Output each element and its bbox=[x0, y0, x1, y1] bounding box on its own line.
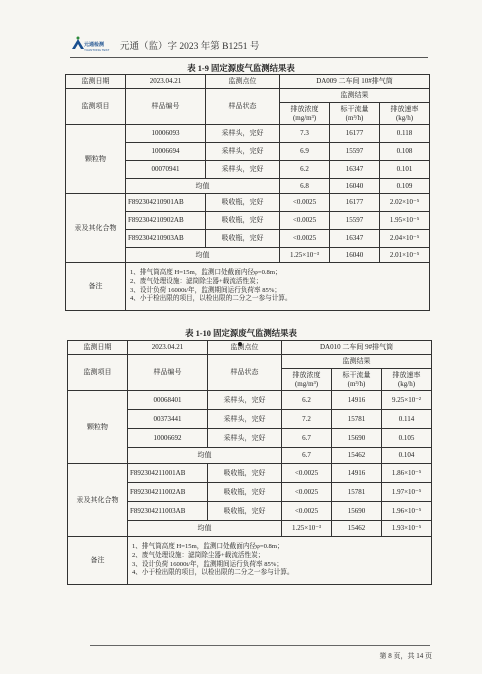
table2: 监测日期 2023.04.21 监测点位 DA010 二车间 9#排气筒 监测项目 样品编号 样品状态 监测结果 排放浓度 (mg/m³) 标干流量 (m³/h) 排放速率 (kg/h) 颗粒物 00068401 采样头，完好 6.2 14916 9.25×10⁻² 00373441 采样头，完好 7.2 15781 0.114 10006692 采样头，完好 6.7 15690 0.105 均值 6.7 15462 0.104 汞及其化合物 F892304211001AB 吸收瓶，完好 <0.0025 14916 1.86×10⁻⁵ F892304211002AB 吸收瓶，完好 <0.0025 15781 1.97×10⁻⁵ F892304211003AB 吸收瓶，完好 <0.0025 15690 1.96×10⁻⁵ 均值 1.25×10⁻³ 15462 1.93×10⁻⁵ 备注 1、排气筒高度 H=15m，监测口处截面内径φ=0.8m； 2、废气处理设施：滤筒除尘器+载流活性炭； 3、设计负荷 16000t/年，监测期间运行负荷率 85%； 4、小于检出限的项目，以检出限的二分之一参与计算。 bbox=[67, 340, 432, 585]
note-label: 备注 bbox=[66, 263, 126, 311]
table-row: F892304211002AB 吸收瓶，完好 <0.0025 15781 1.97×10⁻⁵ bbox=[68, 483, 432, 502]
logo-subtitle: YUANTONG TEST bbox=[84, 48, 110, 52]
header-divider bbox=[70, 57, 428, 58]
table1-row-date bbox=[66, 75, 430, 89]
table2-caption: 表 1-10 固定源废气监测结果表 bbox=[185, 329, 297, 338]
table-row: 汞及其化合物 F892304211001AB 吸收瓶，完好 <0.0025 14916 1.86×10⁻⁵ bbox=[68, 464, 432, 483]
table-row: 00070941 采样头，完好 6.2 16347 0.101 bbox=[66, 161, 430, 179]
date-label: 监测日期 bbox=[66, 75, 126, 89]
table-row: 00373441 采样头，完好 7.2 15781 0.114 bbox=[68, 410, 432, 429]
table-row: F892304210902AB 吸收瓶，完好 <0.0025 15597 1.95×10⁻⁵ bbox=[66, 212, 430, 230]
table1-caption: 表 1-9 固定源废气监测结果表 bbox=[187, 64, 295, 73]
footer-divider bbox=[90, 645, 430, 646]
date-value: 2023.04.21 bbox=[126, 75, 206, 89]
table-row: 10006692 采样头，完好 6.7 15690 0.105 bbox=[68, 429, 432, 448]
table-row: F892304210903AB 吸收瓶，完好 <0.0025 16347 2.04×10⁻⁵ bbox=[66, 230, 430, 248]
table-row: F892304211003AB 吸收瓶，完好 <0.0025 15690 1.96×10⁻⁵ bbox=[68, 502, 432, 521]
item-label: 监测项目 bbox=[66, 89, 126, 125]
sample-label: 样品编号 bbox=[126, 89, 206, 125]
notes-row bbox=[66, 263, 430, 311]
state-label: 样品状态 bbox=[206, 89, 280, 125]
average-row: 均值 6.7 15462 0.104 bbox=[68, 448, 432, 464]
group-mercury: 汞及其化合物 bbox=[66, 194, 126, 263]
document-number: 元通（监）字 2023 年第 B1251 号 bbox=[120, 42, 260, 52]
point-value: DA009 二车间 10#排气筒 bbox=[280, 75, 430, 89]
table-row: 10006694 采样头，完好 6.9 15597 0.108 bbox=[66, 143, 430, 161]
company-logo bbox=[70, 35, 110, 55]
col-concentration: 排放浓度 (mg/m³) bbox=[280, 103, 330, 125]
logo-name: 元通检测 bbox=[84, 42, 105, 48]
col-flow: 标干流量 (m³/h) bbox=[330, 103, 380, 125]
average-row: 均值 1.25×10⁻³ 16040 2.01×10⁻⁵ bbox=[66, 248, 430, 263]
table-row: 汞及其化合物 F892304210901AB 吸收瓶，完好 <0.0025 16177 2.02×10⁻⁵ bbox=[66, 194, 430, 212]
table1 bbox=[65, 74, 430, 311]
page-header bbox=[70, 34, 410, 56]
table-row: 颗粒物 10006093 采样头，完好 7.3 16177 0.118 bbox=[66, 125, 430, 143]
notes-row: 备注 1、排气筒高度 H=15m，监测口处截面内径φ=0.8m； 2、废气处理设施：滤筒除尘器+载流活性炭； 3、设计负荷 16000t/年，监测期间运行负荷率 85%； 4、小于检出限的项目，以检出限的二分之一参与计算。 bbox=[68, 537, 432, 585]
group-particulate: 颗粒物 bbox=[66, 125, 126, 194]
col-rate: 排放速率 (kg/h) bbox=[380, 103, 430, 125]
notes: 1、排气筒高度 H=15m，监测口处截面内径φ=0.8m； 2、废气处理设施：滤筒除尘器+载流活性炭； 3、设计负荷 16000t/年，监测期间运行负荷率 85%； 4、小于检出限的项目，以检出限的二分之一参与计算。 bbox=[126, 263, 430, 311]
average-row: 均值 6.8 16040 0.109 bbox=[66, 179, 430, 194]
page-number: 第 8 页，共 14 页 bbox=[379, 652, 432, 660]
result-label: 监测结果 bbox=[280, 89, 430, 103]
table-row: 颗粒物 00068401 采样头，完好 6.2 14916 9.25×10⁻² bbox=[68, 391, 432, 410]
point-label: 监测点位 bbox=[206, 75, 280, 89]
average-row: 均值 1.25×10⁻³ 15462 1.93×10⁻⁵ bbox=[68, 521, 432, 537]
